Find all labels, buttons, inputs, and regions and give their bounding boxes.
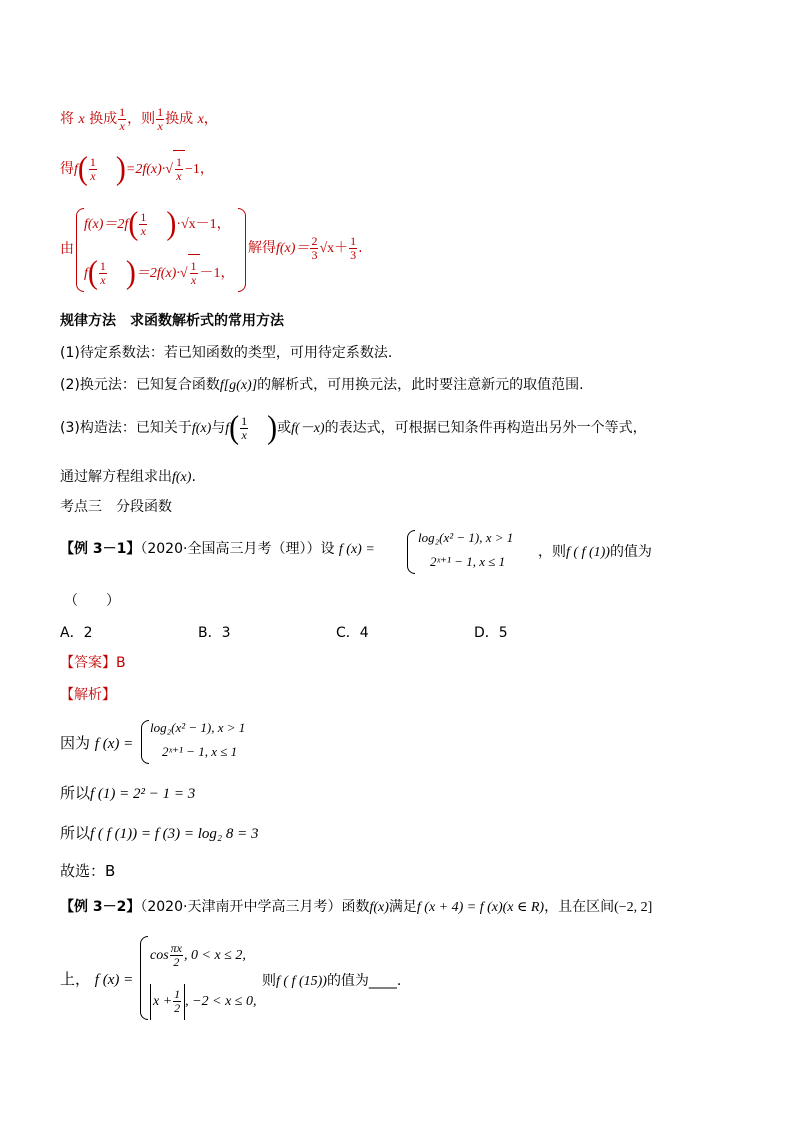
text: 由 — [60, 241, 74, 257]
rules-item-3 — [60, 410, 647, 446]
frac-num: 1 — [89, 154, 96, 169]
math: f (x) = — [94, 736, 134, 752]
example-2-header — [60, 896, 652, 916]
left-brace — [76, 208, 84, 292]
text: 将 — [60, 111, 74, 127]
math: cos — [150, 948, 169, 963]
math: f (x) = — [338, 542, 375, 557]
fraction-1-3 — [349, 235, 357, 262]
example-2-ask — [262, 970, 401, 990]
system-eq-1 — [84, 206, 231, 242]
sqrt-body — [188, 254, 200, 291]
math: (−2, 2] — [614, 900, 653, 915]
choice-a[interactable]: A．2 — [60, 625, 93, 641]
frac-den: 3 — [311, 247, 318, 262]
rules-item-2 — [60, 374, 584, 394]
example-2-case-2 — [150, 984, 256, 1020]
math: f ( f (1)) = f (3) = log₂ 8 = 3 — [90, 826, 259, 842]
frac-num: 2 — [311, 233, 318, 248]
math-tail: ·√x－1， — [176, 217, 231, 232]
math-tail: −1， — [184, 162, 214, 177]
math-x: x — [197, 112, 204, 127]
text: 则 — [262, 973, 276, 989]
sqrt-body — [173, 150, 185, 187]
analysis-step-1 — [60, 782, 195, 803]
fraction-1-over-x — [99, 260, 107, 287]
frac-num: 1 — [175, 154, 182, 169]
piecewise-brace-2 — [141, 720, 149, 764]
intro-line-1 — [60, 104, 218, 134]
fraction-1-over-x — [240, 415, 248, 442]
math: √x＋ — [319, 241, 349, 256]
fraction-1-over-x — [89, 156, 97, 183]
text: . — [191, 469, 196, 485]
frac-num: 1 — [350, 233, 357, 248]
math-f: f — [84, 266, 88, 281]
frac-den: x — [140, 223, 146, 238]
analysis-case-2: 2ˣ⁺¹ − 1, x ≤ 1 — [162, 744, 238, 759]
answer-value: B — [116, 655, 126, 671]
text: 的值为____. — [326, 973, 402, 989]
math: f(－x) — [291, 421, 325, 436]
paren-open: ( — [87, 254, 98, 291]
text: 的表达式，可根据已知条件再构造出另外一个等式， — [324, 420, 647, 436]
text: （2020·天津南开中学高三月考）函数 — [140, 899, 370, 915]
solve-result — [248, 230, 363, 266]
example-1-paren: （ ） — [64, 593, 120, 609]
math: , 0 < x ≤ 2, — [184, 948, 246, 963]
analysis-step-2 — [60, 822, 259, 843]
section-title: 考点三 分段函数 — [60, 499, 172, 515]
analysis-because — [60, 732, 133, 753]
text: ， — [203, 111, 218, 127]
text: 或 — [277, 420, 292, 436]
example-1-header — [60, 538, 375, 558]
abs-value — [150, 984, 185, 1020]
fraction-1-over-x — [175, 156, 183, 183]
math: , −2 < x ≤ 0, — [185, 994, 257, 1009]
text: 因为 — [60, 734, 91, 752]
frac-den: 2 — [174, 1001, 181, 1016]
text: ，则 — [538, 544, 566, 560]
fraction-1-over-x-2 — [156, 106, 164, 133]
example-1-case-2: 2ˣ⁺¹ − 1, x ≤ 1 — [430, 554, 506, 569]
choice-b[interactable]: B．3 — [198, 625, 231, 641]
system-eq-2 — [84, 254, 235, 290]
sqrt-sign: √ — [179, 266, 188, 281]
example-label: 【例 3－1】 — [60, 541, 141, 557]
paren-close: ) — [166, 205, 177, 242]
paren-close: ) — [115, 150, 126, 187]
frac-den: x — [190, 272, 197, 287]
text: 所以 — [60, 824, 91, 842]
choice-c[interactable]: C．4 — [336, 625, 369, 641]
analysis-label: 【解析】 — [60, 687, 116, 703]
frac-den: x — [119, 118, 125, 133]
text: 解得 — [248, 240, 276, 256]
rules-item-1: (1)待定系数法：若已知函数的类型，可用待定系数法. — [60, 345, 393, 361]
frac-den: x — [241, 427, 247, 442]
text: ，则 — [127, 111, 156, 127]
piecewise-brace — [407, 530, 415, 574]
fraction-1-over-x — [190, 260, 198, 287]
fraction-1-over-x — [139, 211, 147, 238]
piecewise-brace-3 — [140, 936, 148, 1020]
math-f: f — [74, 162, 78, 177]
math: f(x) — [369, 900, 389, 915]
math: ＝2f(x)· — [135, 266, 180, 281]
math: f(x)＝2f — [84, 217, 129, 232]
paren-open: ( — [229, 409, 240, 446]
text: 故选： — [60, 862, 106, 880]
fraction-1-over-x — [118, 106, 126, 133]
right-brace — [238, 208, 246, 292]
math-eq: =2f(x)· — [125, 162, 166, 177]
math: f(x)＝ — [276, 241, 310, 256]
frac-num: 1 — [190, 258, 197, 273]
text: (2)换元法：已知复合函数 — [60, 377, 220, 393]
rules-item-3-cont — [60, 466, 196, 486]
text: 与 — [211, 420, 226, 436]
frac-den: x — [100, 272, 106, 287]
frac-num: 1 — [140, 209, 147, 224]
text: 换成 — [89, 111, 118, 127]
text: 通过解方程组求出 — [60, 469, 172, 485]
intro-line-3-label — [60, 238, 74, 258]
example-label: 【例 3－2】 — [60, 899, 141, 915]
math: f (1) = 2² − 1 = 3 — [90, 786, 196, 802]
sqrt-sign: √ — [165, 162, 173, 177]
text: (3)构造法：已知关于 — [60, 420, 192, 436]
math: f (x) = — [94, 972, 134, 988]
text: 换成 — [165, 111, 194, 127]
text: 的值为 — [609, 544, 652, 560]
paren-close: ) — [267, 409, 278, 446]
frac-num: 1 — [241, 413, 248, 428]
text: 满足 — [388, 899, 417, 915]
example-2-case-1 — [150, 938, 246, 974]
frac-den: x — [157, 118, 163, 133]
frac-num: 1 — [99, 258, 106, 273]
frac-num: 1 — [157, 104, 164, 119]
text: 的解析式，可用换元法，此时要注意新元的取值范围. — [257, 377, 584, 393]
math: f(x) — [191, 421, 212, 436]
paren-open: ( — [128, 205, 139, 242]
math-f: f — [225, 421, 230, 436]
math: f (x + 4) = f (x)(x ∈ R) — [416, 900, 545, 915]
frac-den: x — [176, 168, 182, 183]
frac-num: 1 — [174, 987, 181, 1002]
analysis-case-1: log₂(x² − 1), x > 1 — [150, 720, 246, 735]
answer-label: 【答案】 — [60, 655, 116, 671]
math-tail: －1， — [199, 266, 235, 281]
answer — [60, 652, 126, 672]
text: B — [105, 862, 116, 880]
math: x + — [153, 994, 173, 1009]
text: （2020·全国高三月考（理））设 — [140, 541, 335, 557]
fraction-pix-over-2 — [170, 942, 183, 969]
intro-line-2 — [60, 150, 214, 186]
paren-close: ) — [125, 254, 136, 291]
frac-num: πx — [170, 941, 183, 956]
example-1-case-1: log₂(x² − 1), x > 1 — [418, 530, 514, 545]
math: f[g(x)] — [219, 378, 258, 393]
text: 得 — [60, 161, 74, 177]
text: 所以 — [60, 784, 91, 802]
fraction-2-3 — [310, 235, 318, 262]
analysis-conclusion — [60, 860, 115, 881]
fraction-1-over-2 — [173, 988, 181, 1015]
rules-heading: 规律方法 求函数解析式的常用方法 — [60, 313, 284, 329]
frac-den: 3 — [350, 247, 357, 262]
text: ，且在区间 — [544, 899, 615, 915]
frac-num: 1 — [119, 104, 126, 119]
text: 上， — [60, 970, 91, 988]
frac-den: 2 — [173, 955, 180, 970]
example-2-on — [60, 968, 133, 989]
text: . — [358, 240, 363, 256]
frac-den: x — [90, 168, 96, 183]
math: f ( f (1)) — [566, 545, 610, 560]
example-1-ask — [538, 541, 652, 561]
math-x: x — [78, 112, 85, 127]
math: f(x) — [172, 470, 192, 485]
paren-open: ( — [77, 150, 88, 187]
choice-d[interactable]: D．5 — [474, 625, 508, 641]
math: f ( f (15)) — [276, 974, 327, 989]
